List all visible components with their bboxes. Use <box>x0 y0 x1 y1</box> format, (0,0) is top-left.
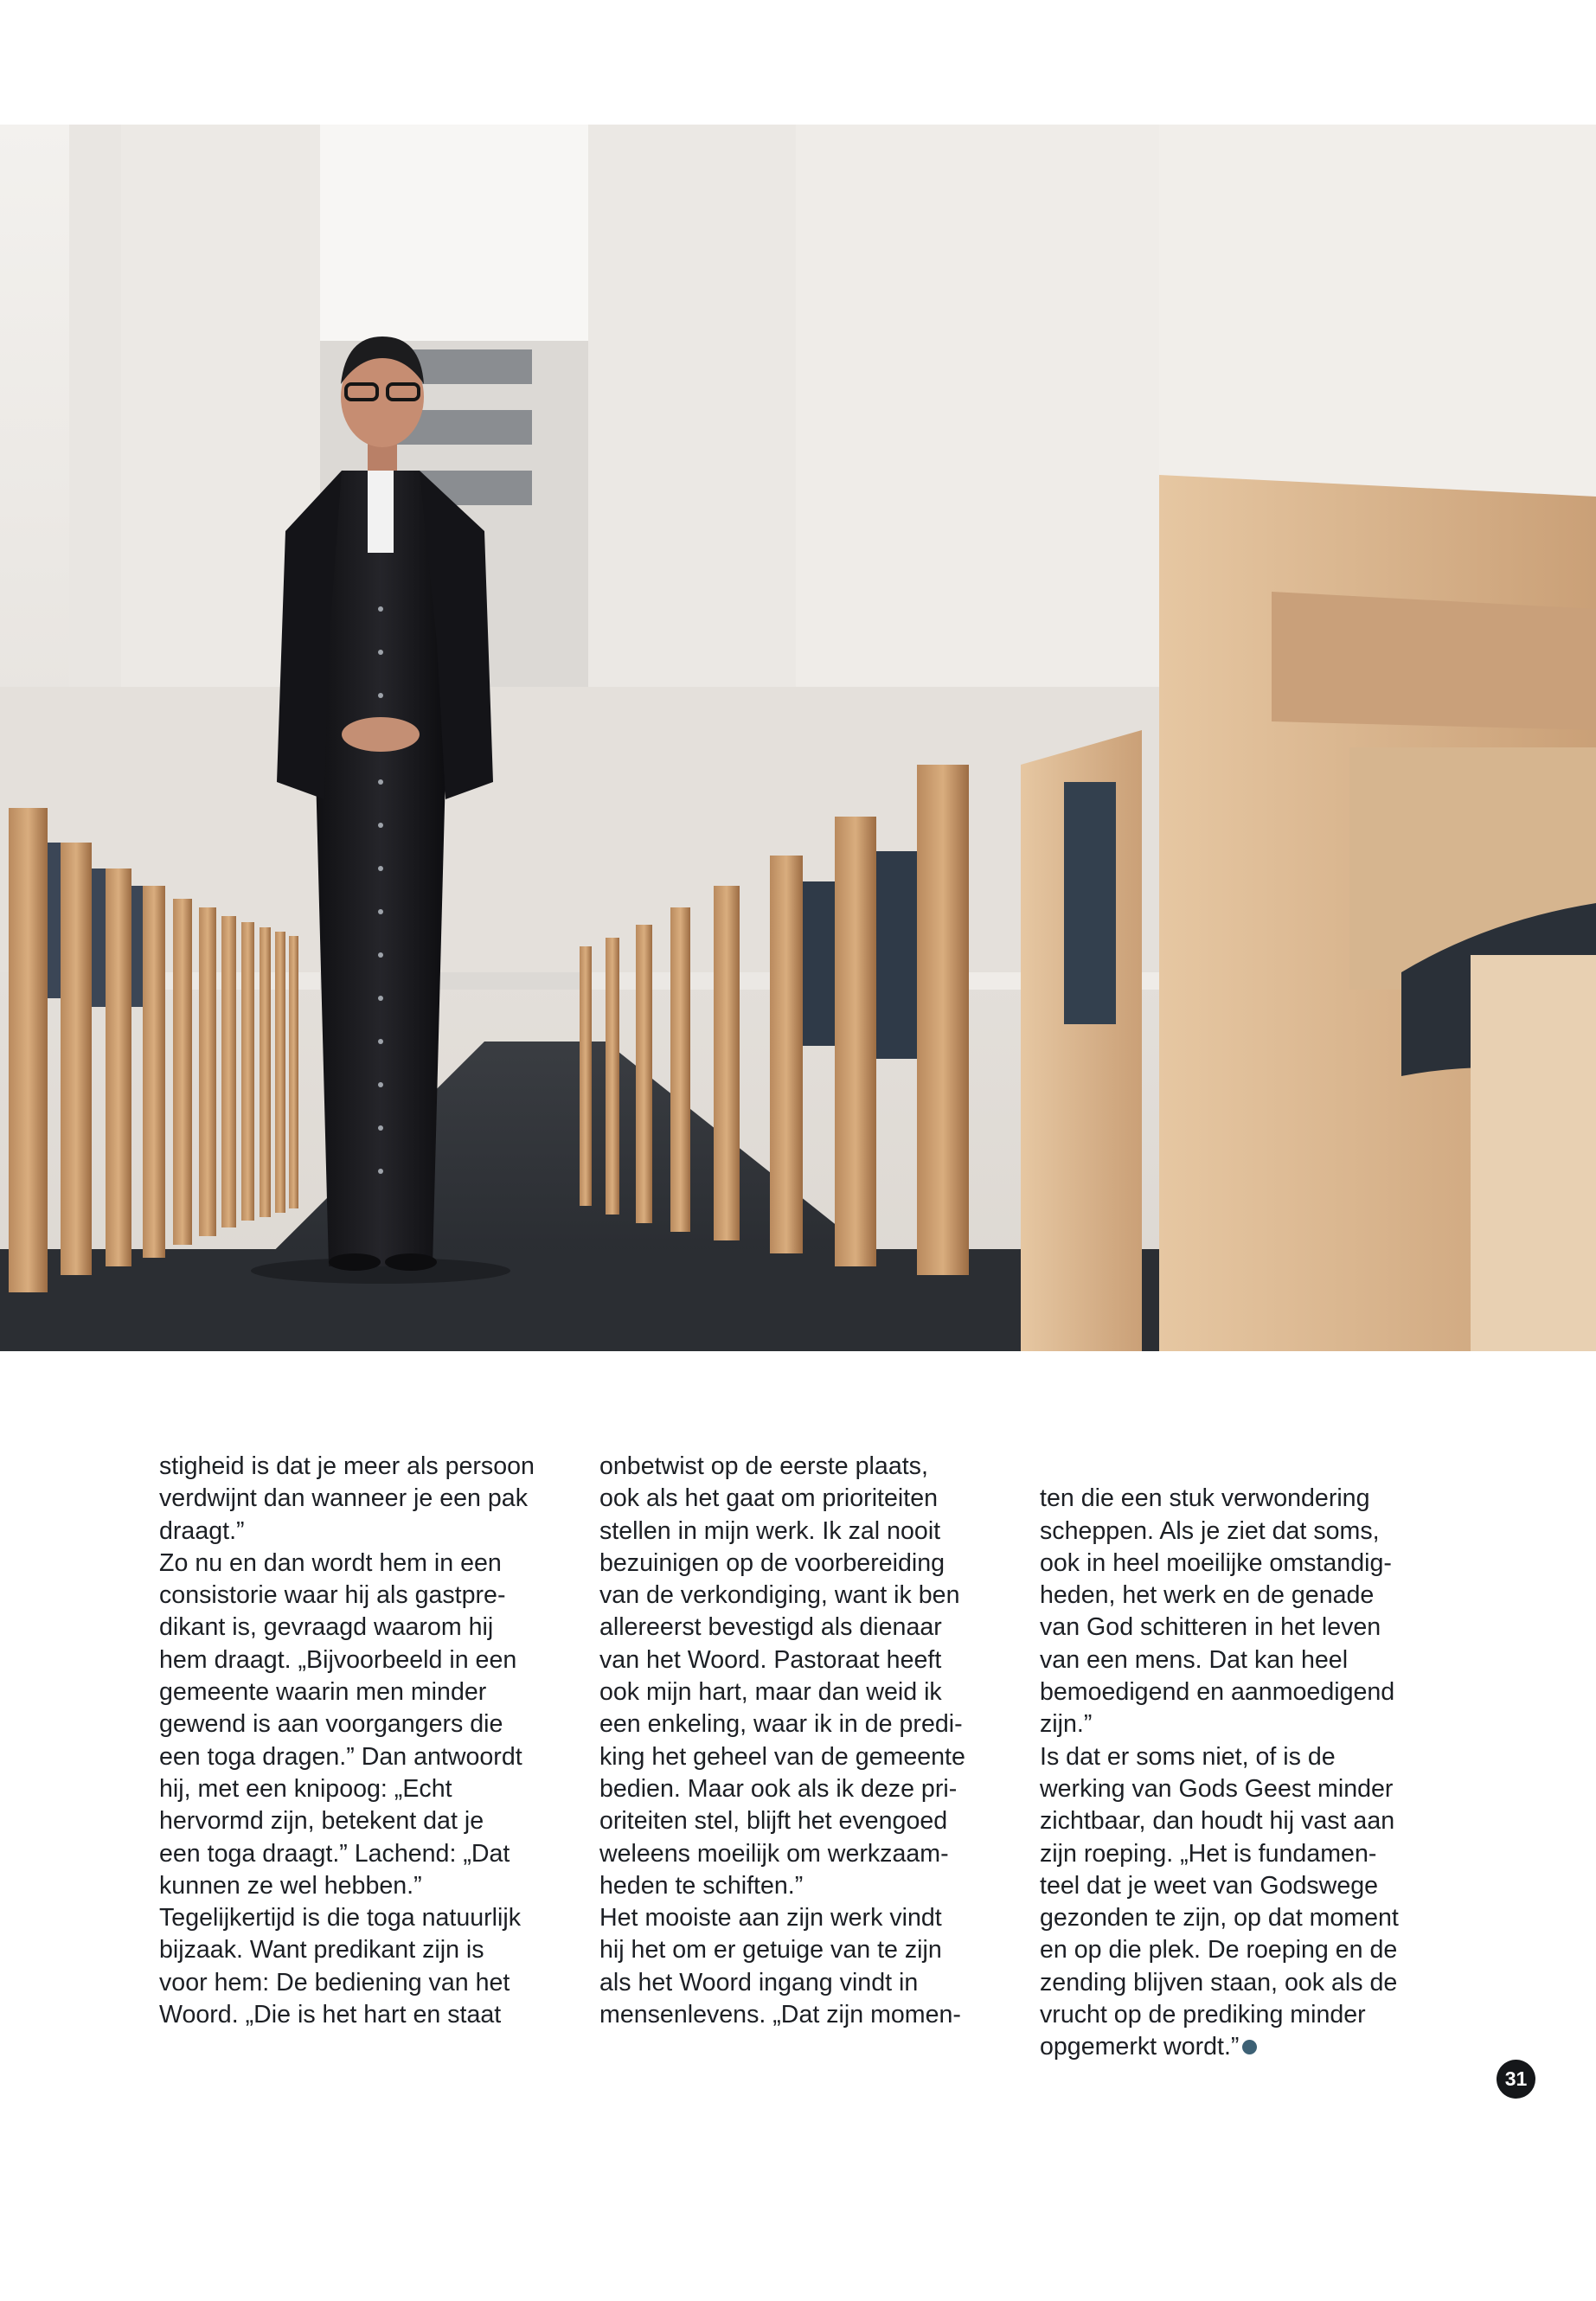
article-column-3-text: ten die een stuk verwondering scheppen. Als je ziet dat soms, ook in heel moeilijke omstandig- heden, het werk en de genade van God schitteren in het leven van een mens. Dat kan heel bemoedigend en aanmoedigend zijn.” Is dat er soms niet, of is de werking van Gods Geest minder zichtbaar, dan houdt hij vast aan zijn roeping. „Het is fundamen- teel dat je weet van Godswege gezonden te zijn, op dat moment en op die plek. De roeping en de zending blijven staan, ook als de vrucht op de prediking minder opgemerkt wordt.” <box>1040 1484 1399 2061</box>
page-number: 31 <box>1504 2067 1528 2090</box>
photo-minister-in-church-aisle-icon <box>0 125 1596 1351</box>
article-photo <box>0 125 1596 1351</box>
page-number-badge <box>1497 2060 1535 2099</box>
article-column-2: onbetwist op de eerste plaats, ook als het gaat om prioriteiten stellen in mijn werk. Ik zal nooit bezuinigen op de voorbereiding van de verkondiging, want ik ben allereerst bevestigd als dienaar van het Woord. Pastoraat heeft ook mijn hart, maar dan weid ik een enkeling, waar ik in de predi- king het geheel van de gemeente bedien. Maar ook als ik deze pri- oriteiten stel, blijft het evengoed weleens moeilijk om werkzaam- heden te schiften.” Het mooiste aan zijn werk vindt hij het om er getuige van te zijn als het Woord ingang vindt in mensenlevens. „Dat zijn momen- <box>599 1452 965 2029</box>
article-column-3 <box>1040 1451 1450 2064</box>
article-column-1: stigheid is dat je meer als persoon verdwijnt dan wanneer je een pak draagt.” Zo nu en dan wordt hem in een consistorie waar hij als gastpre- dikant is, gevraagd waarom hij hem draagt. „Bijvoorbeeld in een gemeente waarin men minder gewend is aan voorgangers die een toga dragen.” Dan antwoordt hij, met een knipoog: „Echt hervormd zijn, betekent dat je een toga draagt.” Lachend: „Dat kunnen ze wel hebben.” Tegelijkertijd is die toga natuurlijk bijzaak. Want predikant zijn is voor hem: De bediening van het Woord. „Die is het hart en staat <box>159 1452 535 2029</box>
end-of-article-dot-icon <box>1242 2040 1257 2054</box>
